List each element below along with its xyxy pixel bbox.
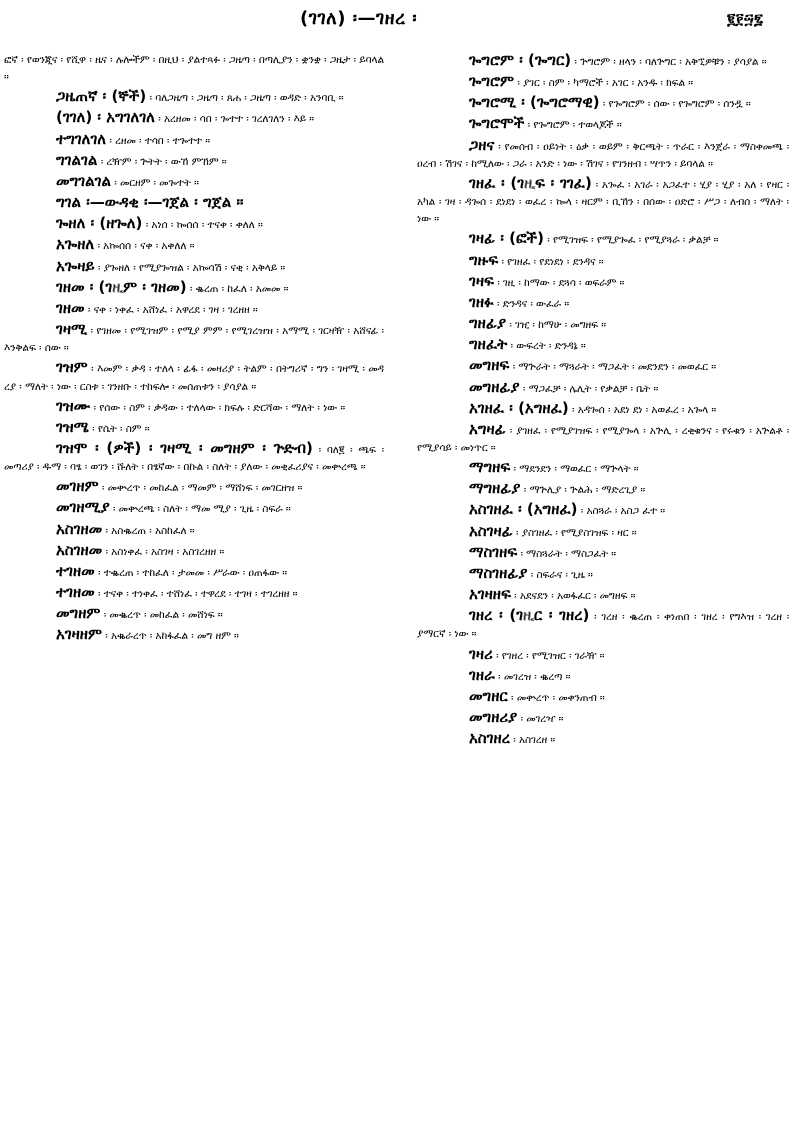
entry-headword: ጐግሮም (469, 72, 515, 91)
entry-headword: መገዘሚያ (56, 498, 110, 517)
dictionary-entry (417, 459, 789, 478)
dictionary-entry (4, 52, 384, 86)
entry-definition: ፡ ማጋፈቻ ፡ ሌሊት ፡ የቃልቻ ፡ ቤት ። (522, 382, 659, 395)
dictionary-entry (417, 315, 789, 334)
entry-definition: ፡ ቈረጠ ፡ ከፈለ ፡ አመመ ። (189, 282, 289, 295)
dictionary-entry (417, 544, 789, 563)
dictionary-entry (417, 52, 789, 71)
entry-definition: ፡ የገዘፈ ፡ የደነደነ ፡ ደንዳና ። (501, 255, 604, 268)
dictionary-entry (4, 440, 384, 476)
entry-headword: ገዘራ (469, 665, 495, 684)
entry-headword: (ገገለ) ፡ አግገለገለ (56, 108, 155, 127)
entry-headword: አጐዛይ (56, 256, 95, 275)
entry-headword: አስገዘመ (56, 540, 103, 559)
entry-definition: ፡ ድንዳና ፡ ውፈራ ። (496, 297, 570, 310)
entry-headword: ገዝሞ ፡ (ዎች) ፡ ገዛሚ ፡ መግዘም ፡ ጕድብ) (56, 438, 313, 457)
dictionary-entry (417, 688, 789, 707)
dictionary-entry (4, 88, 384, 107)
entry-definition: ፡ ባለ፪ ፡ ጫፍ ፡ መጣሪያ ፡ ዱማ ፡ ባፄ ፡ ወገን ፡ ሹለት ፡ በፄኛው ፡ በኩል ፡ ስለት ፡ ያለው ፡ መቂፈሪያና ፡ መቍረጫ ። (4, 443, 384, 474)
entry-definition: ፡ እመም ፡ ቃዳ ፡ ተለላ ፡ ፊፋ ፡ መዛሪያ ፡ ትልም ፡ በትግሪኛ ፡ ግን ፡ ገዛሚ ፡ መዳ ረያ ፡ ማለት ፡ ነው ፡ ርስቱ ፡ ገንዘቡ ፡ ተከፍሎ ፡ መሰጠቱን ፡ ያሳያል ። (4, 363, 384, 393)
entry-headword: ገዝም (56, 358, 88, 377)
entry-definition: ፡ ያስገዘፈ ፡ የሚያስገዝፍ ፡ ዛር ። (516, 526, 637, 539)
dictionary-entry (4, 215, 384, 234)
entry-headword: አገዘፈ ፡ (አግዘፈ) (469, 398, 569, 417)
entry-headword: ጐግሮሞች (469, 114, 525, 133)
entry-headword: አስገዘፈ ፡ (አግዘፈ) (469, 500, 578, 519)
entry-definition: ፡ አስገረዘ ። (513, 734, 556, 747)
entry-definition: ፡ የጐግሮም ፡ ተወላጆች ። (527, 119, 622, 132)
entry-definition: ፎኛ ፡ የወንጂና ፡ የሺዋ ፡ ዜና ፡ ሉሎችም ፡ በዚህ ፡ ያልተጻፉ ፡ ጋዜጣ ፡ በጣሊያን ፡ ቋንቋ ፡ ጋዜታ ፡ ይባላል ። (4, 54, 384, 84)
entry-definition: ፡ የሴት ፡ ስም ። (92, 422, 150, 435)
dictionary-entry (417, 273, 789, 292)
left-column (4, 52, 384, 648)
dictionary-entry (4, 359, 384, 395)
entry-definition: ፡ ገረዘ ፡ ቈረጠ ፡ ቀነጠበ ፡ ገዘረ ፡ የግእዝ ፡ ገረዘ ፡ ያማርኛ ፡ ነው ። (417, 611, 789, 641)
entry-headword: አስገዘረ (469, 729, 511, 748)
entry-definition: ፡ የሰው ፡ ስም ፡ ቃዳው ፡ ተለላው ፡ ክፍሉ ፡ ድርሻው ፡ ማለት ፡ ነው ። (93, 401, 346, 414)
running-title: (ገገለ) ፡—ገዘረ ፡ (300, 8, 418, 29)
entry-headword: ግዘፊያ (469, 314, 507, 333)
dictionary-entry (417, 667, 789, 686)
entry-definition: ፡ ስፍራና ፡ ጊዜ ። (530, 568, 593, 581)
dictionary-entry (4, 542, 384, 561)
entry-definition: ፡ አቈራረጥ ፡ አከፋፈል ፡ መግ ዘም ። (105, 630, 239, 643)
entry-definition: ፡ የገዘረ ፡ የሚገዝር ፡ ገራዥ ። (496, 649, 605, 662)
entry-definition: ፡ ጕግሮም ፡ ዘላን ፡ ባለጕግር ፡ አቅኚዎቹን ፡ ያሳያል ። (574, 56, 767, 68)
entry-headword: መግዘር (469, 686, 508, 705)
entry-headword: ተገዘመ (56, 561, 95, 580)
page-header (0, 6, 793, 36)
entry-definition: ፡ ያገዘፈ ፡ የሚያገዝፍ ፡ የሚያጐላ ፡ አጕሊ ፡ ረቂቁንና ፡ የሩቁን ፡ አጕልቶ ፡ የሚያሳይ ፡ መነጥር ። (417, 424, 789, 454)
dictionary-entry (417, 137, 789, 173)
dictionary-entry (4, 173, 384, 192)
dictionary-entry (417, 400, 789, 419)
dictionary-entry (417, 294, 789, 313)
entry-headword: ገዛሚ (56, 320, 88, 339)
entry-headword: መግዘሪያ (469, 708, 518, 726)
entry-definition: ፡ መርዘም ፡ መጐተት ። (114, 176, 199, 189)
entry-headword: መግዘፍ (469, 356, 510, 375)
entry-definition: ፡ አኰሰሰ ፡ ናቀ ፡ አቀለለ ። (97, 240, 195, 253)
entry-definition: ፡ ውፍረት ፡ ድንዳኔ ። (510, 340, 586, 353)
dictionary-entry (417, 73, 789, 92)
dictionary-entry (417, 379, 789, 398)
entry-definition: ፡ መቍረጥ ፡ መከፈል ፡ ማመም ፡ ማሸነፍ ፡ መገርዘዝ ። (101, 482, 303, 495)
dictionary-entry (417, 230, 789, 249)
entry-definition: ፡ መገረዝ ፡ ቈረጣ ። (498, 670, 571, 683)
entry-definition: ፡ አስነቀፈ ፡ አስገዛ ፡ አስገረዘዘ ። (105, 545, 225, 558)
entry-headword: አገዛዘም (56, 625, 102, 644)
dictionary-entry (417, 480, 789, 499)
entry-headword: ግገል ፡—ውዳቂ ፡—ገጀል ፡ ግጀል ። (56, 193, 244, 212)
entry-headword: ገዘመ ፡ (ገዚም ፡ ገዘመ) (56, 277, 187, 296)
dictionary-entry (4, 626, 384, 645)
entry-headword: ማግዘፊያ (469, 479, 521, 498)
entry-definition: ፡ መገረዣ ። (520, 713, 564, 725)
entry-headword: ማስገዘፊያ (469, 563, 528, 582)
entry-headword: ገዛፊ ፡ (ፎች) (469, 229, 544, 248)
dictionary-entry (417, 565, 789, 584)
entry-headword: መገዘም (56, 477, 99, 496)
entry-headword: ገዝሜ (56, 417, 89, 436)
entry-definition: ፡ አረዘመ ፡ ሳበ ፡ ጐተተ ፡ ገረለገለን ፡ እይ ። (158, 113, 315, 126)
entry-headword: አስገዘመ (56, 519, 103, 538)
entry-headword: ገዘፉ (469, 292, 494, 311)
right-column (417, 52, 789, 751)
entry-headword: ገዛሪ (469, 644, 493, 663)
entry-definition: ፡ ማጕራት ፡ ማጓራት ፡ ማጋፈት ፡ መደንደን ፡ መወፈር ። (512, 361, 717, 374)
entry-definition: ፡ ያገር ፡ ስም ፡ ካማሮች ፡ አገር ፡ አንዱ ፡ ክፍል ። (517, 77, 694, 90)
entry-headword: ገዛፍ (469, 271, 494, 290)
entry-headword: መግዘፊያ (469, 377, 520, 396)
dictionary-entry (4, 419, 384, 438)
dictionary-entry (417, 175, 789, 228)
entry-definition: ፡ መቍረጫ ፡ ስለት ፡ ማመ ሚያ ፡ ጊዜ ፡ ስፍራ ። (112, 503, 291, 516)
entry-definition: ፡ የጐግሮም ፡ ሰው ፡ የጐግሮም ፡ ሰንዷ ። (602, 98, 751, 111)
entry-definition: ፡ ረዘመ ፡ ተሳበ ፡ ተጐተተ ። (109, 134, 211, 147)
entry-definition: ፡ አደናደን ፡ አወፋፈር ፡ መግዘፍ ። (514, 590, 636, 603)
entry-definition: ፡ የሚገዝፍ ፡ የሚያጐፈ ፡ የሚያጓራ ፡ ቃልቻ ። (547, 234, 719, 247)
entry-headword: መግገልገል (56, 171, 111, 190)
entry-headword: ገዘመ (56, 298, 85, 317)
entry-definition: ፡ ረዥም ፡ ጕትት ፡ ውኸ ምኸም ። (100, 155, 227, 168)
dictionary-entry (417, 336, 789, 355)
dictionary-entry (4, 499, 384, 518)
dictionary-entry (417, 115, 789, 134)
dictionary-entry (417, 501, 789, 520)
dictionary-entry (4, 258, 384, 277)
dictionary-entry (4, 236, 384, 255)
entry-headword: ግዙፍ (469, 250, 499, 269)
dictionary-entry (4, 194, 384, 213)
dictionary-entry (4, 563, 384, 582)
entry-definition: ፡ ናቀ ፡ ነቀፈ ፡ አሸነፈ ፡ አዋረደ ፡ ገዛ ፡ ገረዘዘ ። (87, 303, 258, 316)
entry-headword: ተገዘመ (56, 583, 95, 602)
dictionary-entry (417, 523, 789, 542)
dictionary-entry (4, 279, 384, 298)
entry-definition: ፡ ተናቀ ፡ ተነቀፈ ፡ ተሸነፈ ፡ ተዋረደ ፡ ተገዛ ፡ ተገረዘዘ ። (97, 588, 298, 601)
dictionary-entry (4, 321, 384, 357)
entry-headword: ጋዘና (469, 135, 495, 154)
entry-headword: ገዘረ ፡ (ገዚር ፡ ገዘረ) (469, 606, 590, 625)
entry-definition: ፡ ማስጓራት ፡ ማስጋፈት ። (520, 547, 617, 560)
entry-definition: ፡ ገዚ ፡ ከማው ፡ ደጓሳ ፡ ወፍራም ። (497, 276, 625, 289)
dictionary-entry (417, 586, 789, 605)
dictionary-entry (417, 94, 789, 113)
dictionary-entry (417, 607, 789, 643)
entry-headword: ገዘፈ ፡ (ገዚፍ ፡ ገገፈ) (469, 173, 592, 192)
entry-definition: ፡ አዳጐሰ ፡ አደነ ደነ ፡ አወፈረ ፡ አጐላ ። (571, 403, 717, 416)
dictionary-entry (417, 646, 789, 665)
entry-definition: ፡ የመሰብ ፡ ዐይነት ፡ ዕቃ ፡ ወይም ፡ ቅርጫት ፡ ጥራር ፡ እንጀራ ፡ ማስቀመጫ ፡ ዐረብ ፡ ሽገና ፡ ከሚለው ፡ ጋራ ፡ አንድ ፡ ነው ፡ ሽገና ፡ የገንዘብ ፡ ሣጥን ፡ ይባላል ። (417, 140, 789, 170)
dictionary-entry (4, 521, 384, 540)
entry-definition: ፡ አስጓራ ፡ አስጋ ፈተ ። (580, 505, 666, 518)
entry-headword: አስገዛፊ (469, 521, 513, 540)
dictionary-entry (417, 252, 789, 271)
entry-headword: መግዘም (56, 604, 101, 623)
entry-headword: አጐዘለ (56, 235, 95, 254)
entry-headword: ማግዘፍ (469, 458, 511, 477)
dictionary-entry (4, 152, 384, 171)
dictionary-entry (4, 605, 384, 624)
entry-definition: ፡ ማደንደን ፡ ማወፈር ፡ ማጕላት ። (513, 463, 639, 476)
dictionary-entry (417, 357, 789, 376)
entry-definition: ፡ አስቈረጠ ፡ አስከፈለ ። (105, 524, 195, 537)
entry-headword: ገዝሙ (56, 396, 91, 415)
entry-headword: ጐዘለ ፡ (ዘጐለ) (56, 214, 143, 233)
entry-definition: ፡ የገዘመ ፡ የሚገዝም ፡ የሚያ ምም ፡ የሚገረዝዝ ፡ አማሚ ፡ ገርዛዥ ፡ አሸናፊ ፡ እንቅልፍ ፡ ሰው ። (4, 325, 384, 355)
dictionary-entry (4, 300, 384, 319)
dictionary-entry (417, 730, 789, 749)
entry-definition: ፡ መቈረጥ ፡ መከፈል ፡ መሸነፍ ። (103, 609, 223, 622)
dictionary-entry (4, 131, 384, 150)
entry-headword: ጐግሮሚ ፡ (ጐግሮማዊ) (469, 93, 600, 112)
dictionary-entry (4, 584, 384, 603)
entry-headword: ጋዜጠኛ ፡ (ኞች) (56, 87, 147, 106)
entry-definition: ፡ ገዢ ፡ ከማሁ ፡ መግዘፍ ። (509, 319, 607, 332)
dictionary-entry (417, 709, 789, 728)
entry-headword: ግዘፈት (469, 335, 508, 354)
entry-headword: ተግገለገለ (56, 129, 107, 148)
entry-definition: ፡ ማጕሊያ ፡ ጕልሕ ፡ ማድረጊያ ። (523, 484, 646, 497)
entry-definition: ፡ አጐፈ ፡ አገራ ፡ አጋፈተ ፡ ሂያ ፡ ሂያ ፡ አለ ፡ የዛር ፡ አካል ፡ ገዛ ፡ ዳጐሰ ፡ ደነደነ ፡ ወፈረ ፡ ኰላ ፡ ዛርም ፡ ቢኸን ፡ በሰው ፡ ዐድሮ ፡ ሥጋ ፡ ለብሰ ፡ ማለት ፡ ነው ። (417, 178, 790, 226)
entry-definition: ፡ ባለጋዜጣ ፡ ጋዜጣ ፡ ጸሐ ፡ ጋዜጣ ፡ ወዳድ ፡ አንባቢ ። (149, 92, 344, 105)
entry-definition: ፡ ያጐዘለ ፡ የሚያጐዝል ፡ አኰሳሽ ፡ ናቂ ፡ አቅላይ ። (97, 261, 286, 274)
dictionary-entry (4, 478, 384, 497)
entry-headword: ግገልገል (56, 150, 98, 169)
dictionary-entry (4, 398, 384, 417)
entry-definition: ፡ ተቈረጠ ፡ ተከፈለ ፡ ታመመ ፡ ሥራው ፡ ዐጠፋው ። (97, 566, 288, 579)
dictionary-entry (417, 421, 789, 457)
entry-headword: አግዛፊ (469, 419, 506, 438)
entry-definition: ፡ መቍረጥ ፡ መቀንጠብ ። (510, 691, 605, 704)
entry-headword: አገዛዘፍ (469, 585, 511, 604)
entry-definition: ፡ አነሰ ፡ ኰሰሰ ፡ ተናቀ ፡ ቀለለ ። (145, 219, 263, 232)
page-number: ፪፻፵፯ (727, 10, 763, 28)
entry-headword: ጐግሮም ፡ (ጐግር) (469, 51, 572, 69)
dictionary-entry (4, 109, 384, 128)
entry-headword: ማስገዘፍ (469, 542, 518, 561)
